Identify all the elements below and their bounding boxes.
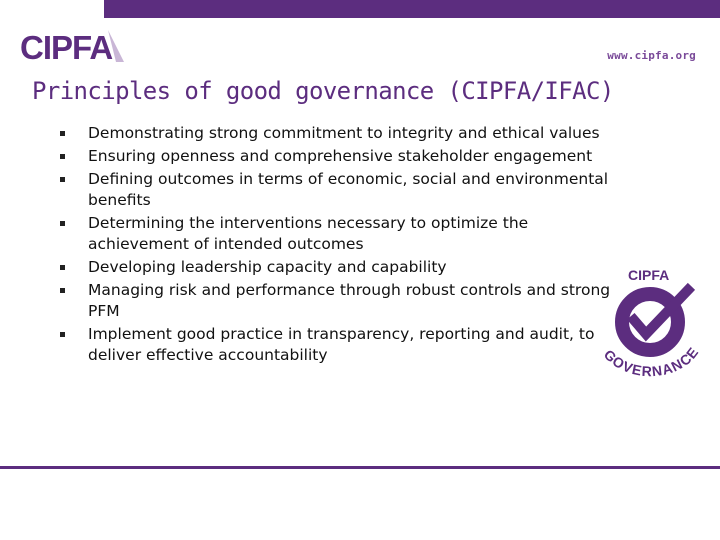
- bullet-marker: [60, 332, 65, 337]
- list-item: [58, 146, 618, 167]
- list-item: [58, 169, 618, 211]
- list-item-text: Implement good practice in transparency, reporting and audit, to deliver effective accountability: [88, 325, 595, 364]
- cipfa-governance-badge: [590, 262, 710, 392]
- cipfa-logo: [20, 28, 130, 64]
- badge-top-text: CIPFA: [628, 267, 670, 283]
- website-url[interactable]: www.cipfa.org: [607, 49, 696, 62]
- list-item: [58, 324, 618, 366]
- list-item: [58, 123, 618, 144]
- bullet-marker: [60, 288, 65, 293]
- page-title: Principles of good governance (CIPFA/IFAC): [32, 77, 614, 105]
- list-item-text: Developing leadership capacity and capability: [88, 258, 447, 276]
- header-bar: [104, 0, 720, 18]
- footer-divider: [0, 466, 720, 469]
- list-item-text: Determining the interventions necessary to optimize the achievement of intended outcomes: [88, 214, 529, 253]
- bullet-marker: [60, 177, 65, 182]
- list-item-text: Managing risk and performance through robust controls and strong PFM: [88, 281, 611, 320]
- list-item: [58, 257, 618, 278]
- bullet-marker: [60, 131, 65, 136]
- list-item-text: Defining outcomes in terms of economic, social and environmental benefits: [88, 170, 609, 209]
- badge-arc-text-path: GOVERNANCE: [600, 343, 702, 380]
- list-item: [58, 280, 618, 322]
- bullet-marker: [60, 154, 65, 159]
- list-item-text: Demonstrating strong commitment to integrity and ethical values: [88, 124, 600, 142]
- list-item-text: Ensuring openness and comprehensive stakeholder engagement: [88, 147, 593, 165]
- logo-text: CIPFA: [20, 29, 113, 64]
- list-item: [58, 213, 618, 255]
- bullet-marker: [60, 221, 65, 226]
- principles-list: [58, 123, 618, 368]
- bullet-marker: [60, 265, 65, 270]
